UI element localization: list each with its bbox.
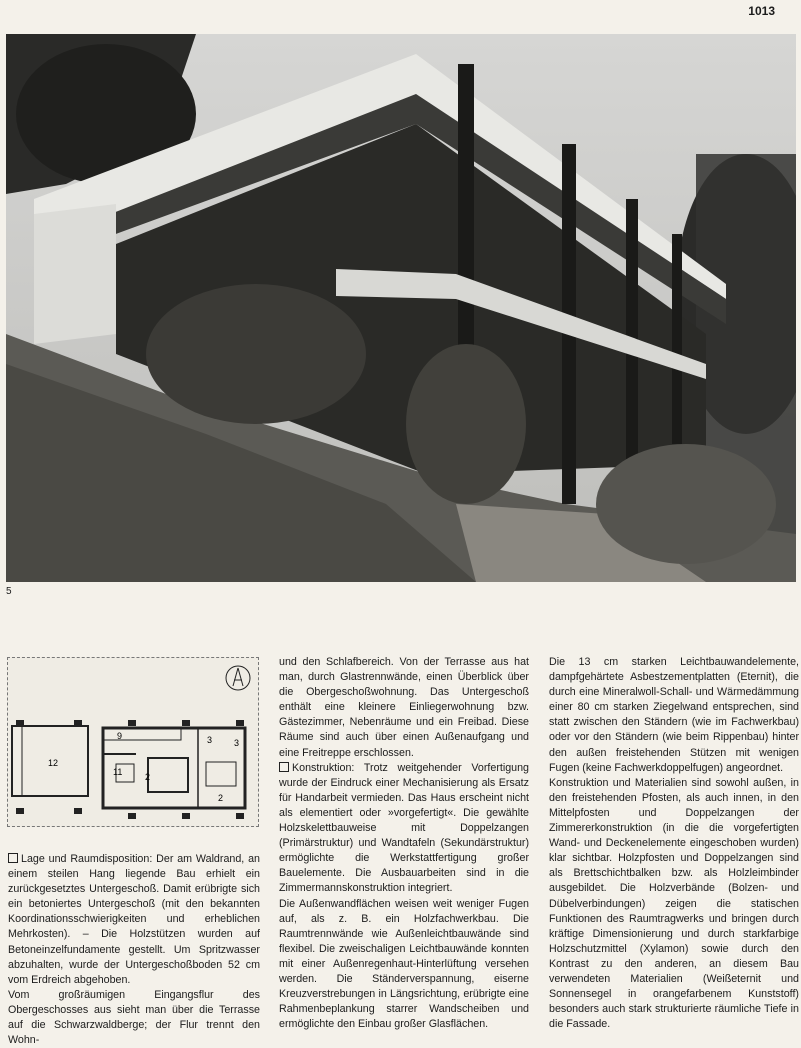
plan-label-2b: 2	[218, 793, 224, 803]
house-photo	[6, 34, 796, 582]
plan-label-12: 12	[48, 758, 59, 768]
plan-label-3a: 3	[207, 735, 213, 745]
plan-label-2a: 2	[145, 772, 151, 782]
text-column-2	[279, 655, 529, 1032]
figure-number: 5	[6, 586, 12, 597]
page-number: 1013	[748, 4, 775, 18]
bullet-square-icon	[8, 853, 18, 863]
paragraph: und den Schlafbereich. Von der Terrasse aus hat man, durch Glastrennwände, einen Überblick über die Obergeschoßwohnung. Das Untergeschoß enthält eine kleinere Einliegerwohnung bzw. Gästezimmer, Nebenräume und ein Freibad. Diese Räume sind auch über einen Außenaufgang und eine Freitreppe erschlossen.	[279, 656, 529, 759]
text-column-3	[549, 655, 799, 1032]
plan-label-11: 11	[113, 767, 123, 777]
paragraph: Lage und Raumdisposition: Der am Waldrand, an einem steilen Hang liegende Bau erhielt ein zurückgesetztes Untergeschoß. Damit erübrigte sich ein betoniertes Untergeschoß (mit den bekannten Koordinationsschwierigkeiten und erheblichen Mehrkosten). – Die Holzstützen wurden auf Betoneinzelfundamente gestellt. Um Spritzwasser abzuhalten, wurde der Untergeschoßboden 52 cm vom Erdreich abgehoben.	[8, 853, 260, 986]
paragraph: Die Außenwandflächen weisen weit weniger Fugen auf, als z. B. ein Holzfachwerkbau. Die Raumtrennwände wie Außenleichtbauwände sind flexibel. Die zweischaligen Leichtbauwände konnten mit einer Außenregenhaut-Hinterlüftung versehen werden. Die Ständerverspannung, eiserne Kreuzverstrebungen in Längsrichtung, erübrigte eine Rahmenbeplankung starrer Wandscheiben und ermöglichte den Einbau großer Glasflächen.	[279, 897, 529, 1031]
paragraph: Konstruktion: Trotz weitgehender Vorfertigung wurde der Eindruck einer Mechanisierung als Ersatz für Handarbeit vermieden. Das Haus erscheint nicht als elementiert oder »vorgefertigt«. Die gewählte Holzskelettbauweise mit Doppelzangen (Primärstruktur) und Wandtafeln (Sekundärstruktur) ermöglichte die Werkstattfertigung großer Bauelemente. Die Ausbauarbeiten sind in die Zimmermannskonstruktion integriert.	[279, 761, 529, 895]
paragraph: Die 13 cm starken Leichtbauwandelemente, dampfgehärtete Asbestzementplatten (Eternit), die durch eine Mineralwoll-Schall- und Wärmedämmung einer 80 cm starken Ziegelwand entsprechen, sind statt zwischen den Ständern (wie im Fachwerkbau) oder vor den Ständern (wie beim Rippenbau) hinter den außen freistehenden Stützen mit wenigen Fugen (keine Fachwerkdoppelfugen) angeordnet.	[549, 656, 799, 774]
floor-plan	[7, 657, 259, 827]
plan-label-3b: 3	[234, 738, 240, 748]
paragraph-heading: Lage und Raumdisposition:	[21, 853, 153, 865]
text-column-1	[8, 852, 260, 1048]
paragraph-heading: Konstruktion:	[292, 761, 355, 774]
north-arrow-icon	[226, 666, 250, 690]
plan-label-9: 9	[117, 731, 123, 741]
paragraph: Konstruktion und Materialien sind sowohl außen, in den freistehenden Pfosten, als auch innen, in den Mittelpfosten und Doppelzangen der Zimmererkonstruktion (in die die vorgefertigten Wand- und Deckenelemente eingeschoben wurden) klar sichtbar. Holzpfosten und Doppelzangen sind als Brettschichtbalken bzw. als Holzleimbinder ausgebildet. Die Holzverbände (Bolzen- und Dübelverbindungen) zeigen die statischen Funktionen des Raumtragwerks und bringen durch kräftige Dimensionierung und durch starkfarbige Holzschutzmittel (Xylamon) sowie durch den Kontrast zu den anderen, an diesem Bau verwendeten Materialien (Weißeternit und Sonnensegel in orangefarbenem Kunststoff) besonders auch stark strukturierte räumliche Tiefe in die Fassade.	[549, 776, 799, 1031]
paragraph: Vom großräumigen Eingangsflur des Obergeschosses aus sieht man über die Terrasse auf die Schwarzwaldberge; der Flur trennt den Wohn-	[8, 988, 260, 1047]
bullet-square-icon	[279, 762, 289, 772]
